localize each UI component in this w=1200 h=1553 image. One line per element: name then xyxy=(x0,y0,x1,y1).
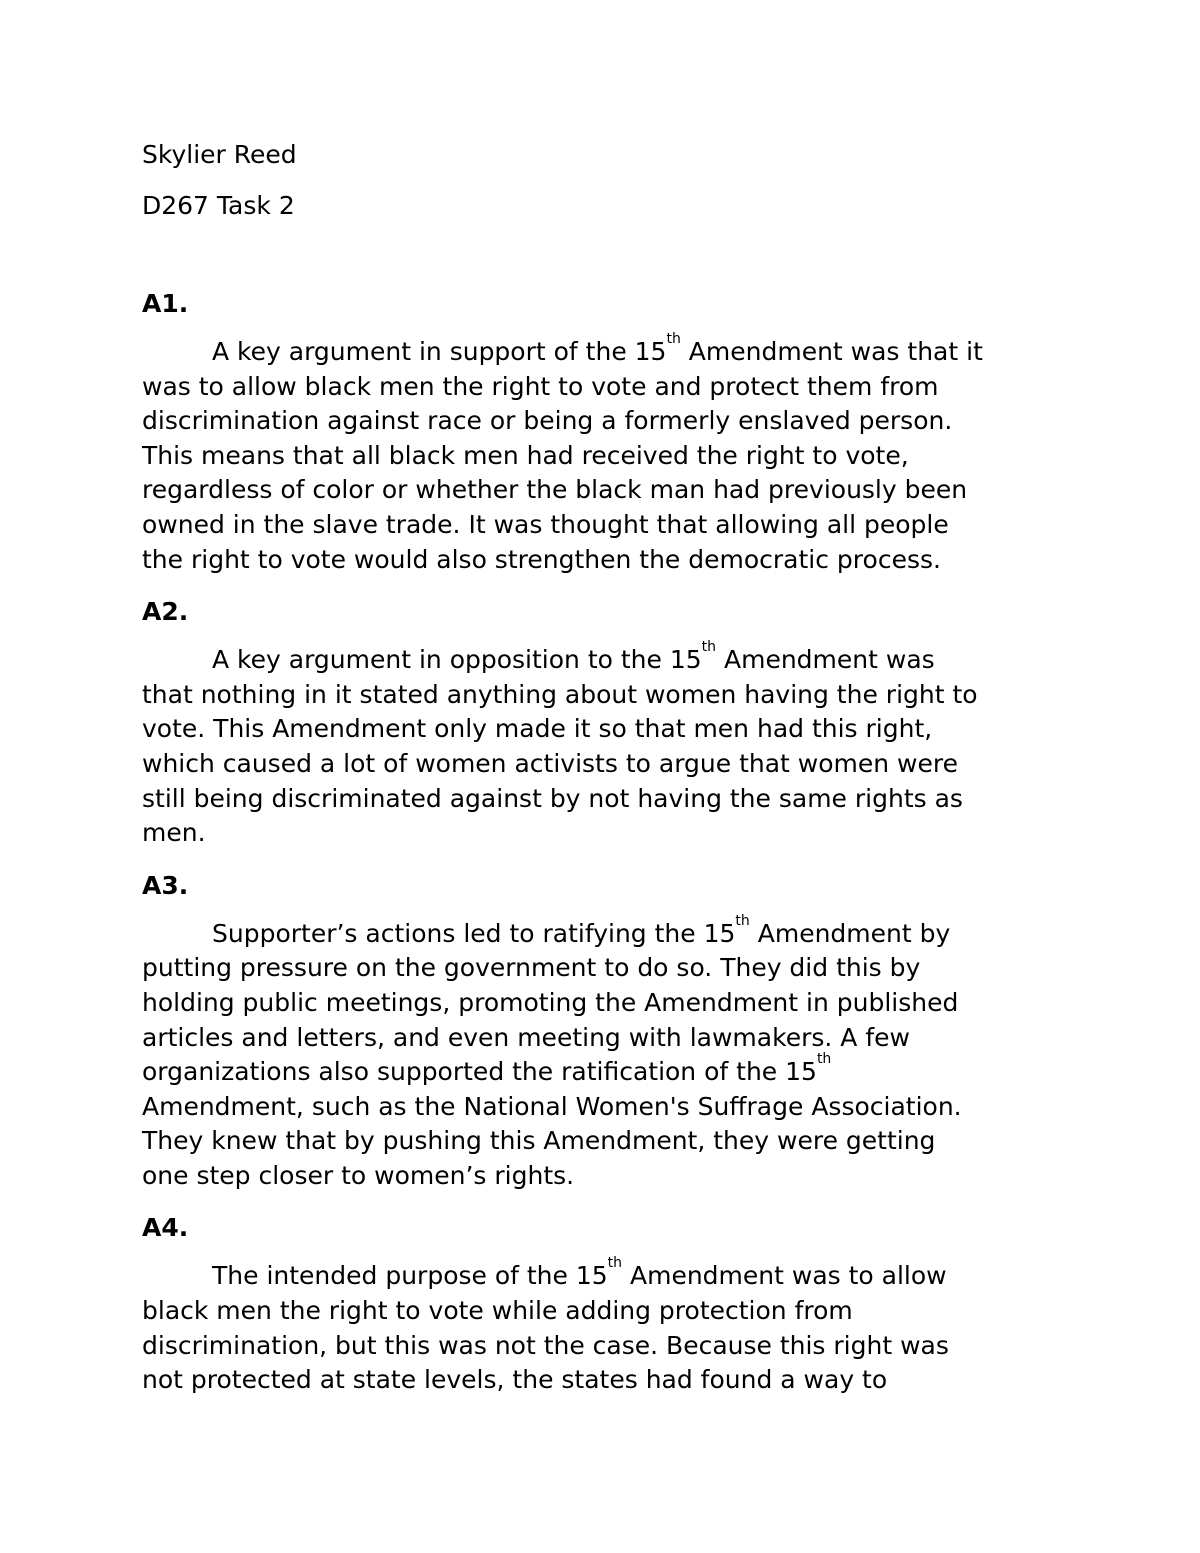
paragraph-line: the right to vote would also strengthen the democratic process. xyxy=(142,544,941,574)
sections-container xyxy=(142,287,1072,1398)
paragraph-line: discrimination against race or being a formerly enslaved person. xyxy=(142,406,953,436)
paragraph-line xyxy=(142,1255,1072,1294)
task-title: D267 Task 2 xyxy=(142,191,295,220)
paragraph-line: articles and letters, and even meeting with lawmakers. A few xyxy=(142,1022,910,1052)
section-paragraph xyxy=(142,639,1072,851)
paragraph-line: black men the right to vote while adding protection from xyxy=(142,1296,853,1326)
paragraph-line: vote. This Amendment only made it so that men had this right, xyxy=(142,714,933,744)
line-text: organizations also supported the ratification of the 15 xyxy=(142,1057,817,1087)
paragraph-line: This means that all black men had received the right to vote, xyxy=(142,440,909,470)
paragraph-line: was to allow black men the right to vote and protect them from xyxy=(142,371,939,401)
line-text: Supporter’s actions led to ratifying the 15 xyxy=(212,918,736,948)
line-text: A key argument in opposition to the 15 xyxy=(212,645,702,675)
paragraph-line: Amendment, such as the National Women's Suffrage Association. xyxy=(142,1091,962,1121)
line-text: A key argument in support of the 15 xyxy=(212,337,667,366)
section-heading: A1. xyxy=(142,289,189,318)
ordinal-superscript: th xyxy=(816,1051,832,1068)
paragraph-line: putting pressure on the government to do so. They did this by xyxy=(142,953,921,983)
paragraph-line: not protected at state levels, the states had found a way to xyxy=(142,1365,888,1395)
paragraph-line xyxy=(142,912,1072,952)
section-paragraph xyxy=(142,912,1072,1194)
paragraph-line: men. xyxy=(142,818,206,848)
section-heading: A3. xyxy=(142,870,189,900)
paragraph-line: regardless of color or whether the black man had previously been xyxy=(142,475,968,505)
section-paragraph xyxy=(142,1255,1072,1397)
paragraph-line xyxy=(142,639,1072,678)
ordinal-superscript: th xyxy=(607,1255,623,1272)
paragraph-line xyxy=(142,1051,1072,1090)
paragraph-line xyxy=(142,331,1072,370)
paragraph-line: holding public meetings, promoting the Amendment in published xyxy=(142,987,959,1017)
paragraph-line: one step closer to women’s rights. xyxy=(142,1160,575,1190)
paragraph-line: that nothing in it stated anything about women having the right to xyxy=(142,679,978,709)
document-body xyxy=(142,138,1072,1416)
ordinal-superscript: th xyxy=(701,639,717,656)
ordinal-superscript: th xyxy=(735,912,750,929)
section-heading: A4. xyxy=(142,1213,189,1243)
line-text: Amendment by xyxy=(749,918,951,948)
paragraph-line: owned in the slave trade. It was thought that allowing all people xyxy=(142,509,949,539)
paragraph-line: still being discriminated against by not having the same rights as xyxy=(142,783,963,813)
line-text: Amendment was that it xyxy=(680,337,983,366)
ordinal-superscript: th xyxy=(666,331,681,347)
author-name: Skylier Reed xyxy=(142,140,297,169)
paragraph-line: discrimination, but this was not the case. Because this right was xyxy=(142,1330,949,1360)
line-text: Amendment was xyxy=(716,645,935,675)
section-heading: A2. xyxy=(142,597,189,627)
line-text: Amendment was to allow xyxy=(622,1261,947,1291)
section-paragraph xyxy=(142,331,1072,577)
paragraph-line: which caused a lot of women activists to argue that women were xyxy=(142,748,958,778)
line-text: The intended purpose of the 15 xyxy=(212,1261,608,1291)
paragraph-line: They knew that by pushing this Amendment, they were getting xyxy=(142,1126,936,1156)
